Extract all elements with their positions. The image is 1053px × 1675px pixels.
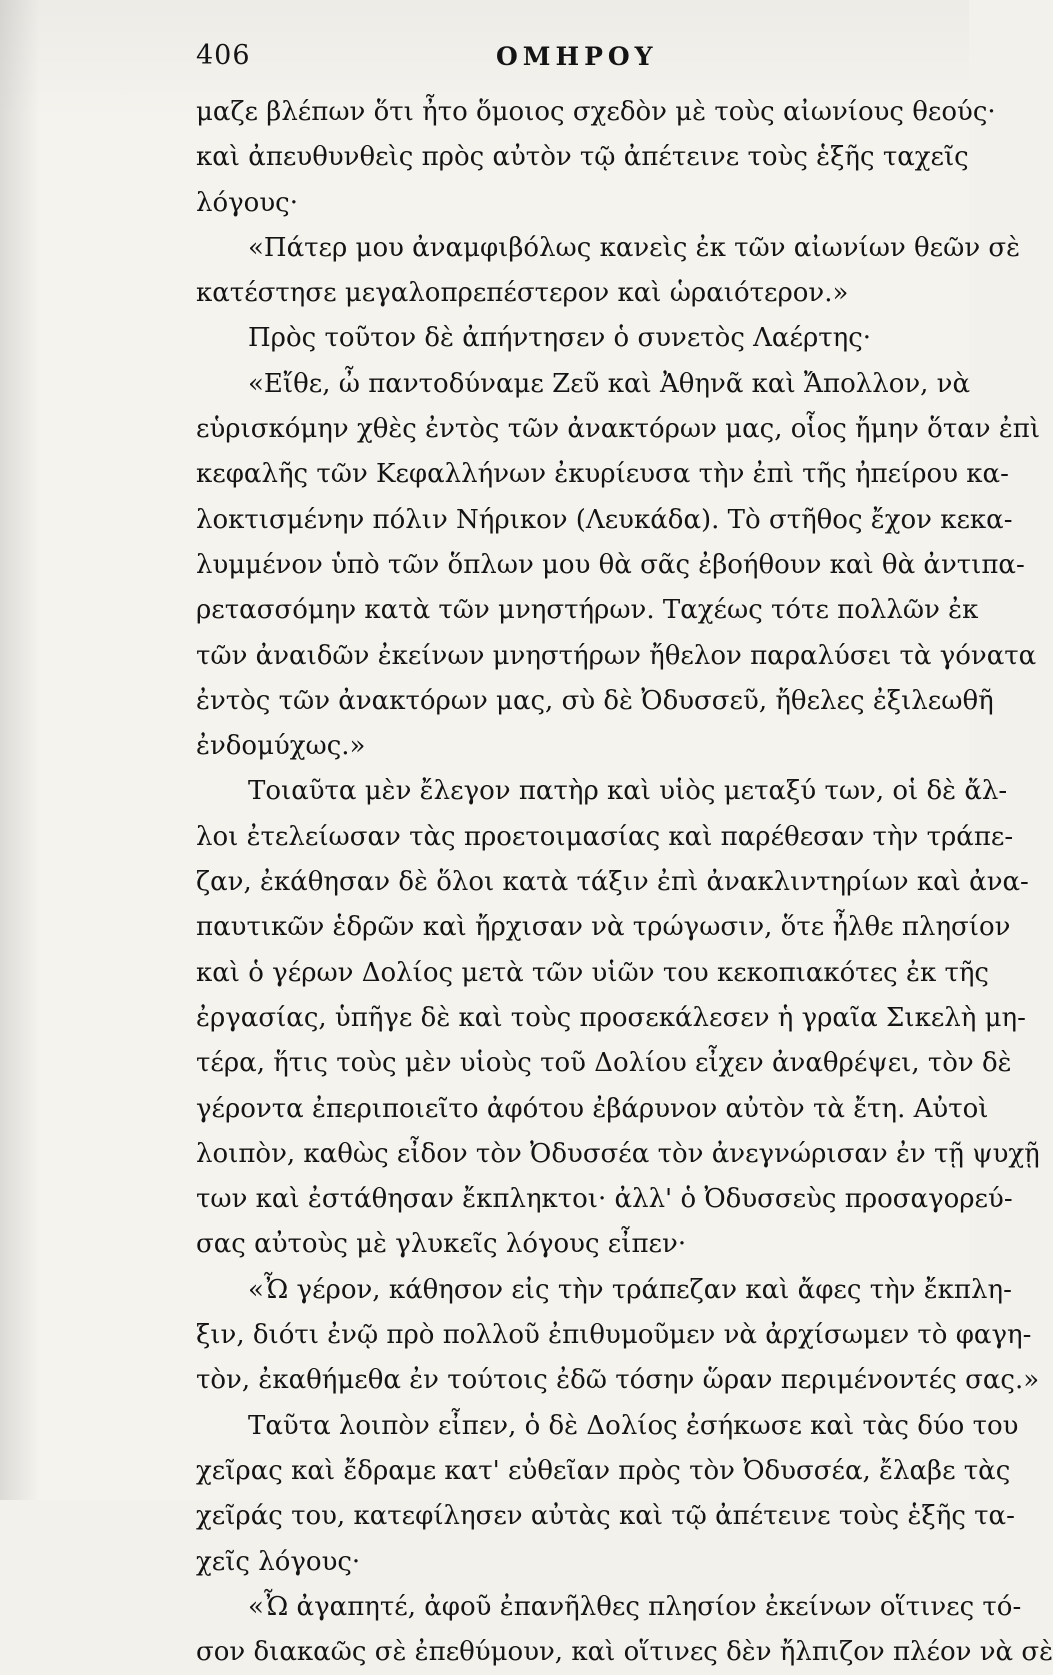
running-head: ΟΜΗΡΟΥ xyxy=(496,42,658,71)
text-line: ρετασσόμην κατὰ τῶν μνηστήρων. Ταχέως τότε πολλῶν ἐκ xyxy=(196,595,979,626)
text-line: ζαν, ἐκάθησαν δὲ ὅλοι κατὰ τάξιν ἐπὶ ἀνακλιντηρίων καὶ ἀνα- xyxy=(196,867,1029,898)
text-line: τέρα, ἥτις τοὺς μὲν υἱοὺς τοῦ Δολίου εἶχεν ἀναθρέψει, τὸν δὲ xyxy=(196,1048,1012,1079)
page-number: 406 xyxy=(196,40,251,71)
text-line: μαζε βλέπων ὅτι ἦτο ὅμοιος σχεδὸν μὲ τοὺς αἰωνίους θεούς· xyxy=(196,97,996,127)
text-line: κατέστησε μεγαλοπρεπέστερον καὶ ὡραιότερον.» xyxy=(196,278,849,309)
text-line: ἐντὸς τῶν ἀνακτόρων μας, σὺ δὲ Ὀδυσσεῦ, ἤθελες ἐξιλεωθῆ xyxy=(196,685,994,716)
text-line: σον διακαῶς σὲ ἐπεθύμουν, καὶ οἵτινες δὲν ἤλπιζον πλέον νὰ σὲ xyxy=(196,1637,1053,1668)
text-line: καὶ ὁ γέρων Δολίος μετὰ τῶν υἱῶν του κεκοπιακότες ἐκ τῆς xyxy=(196,957,989,988)
text-line: ἐργασίας, ὑπῆγε δὲ καὶ τοὺς προσεκάλεσεν ἡ γραῖα Σικελὴ μη- xyxy=(196,1002,1026,1033)
text-line: εὑρισκόμην χθὲς ἐντὸς τῶν ἀνακτόρων μας, οἷος ἤμην ὅταν ἐπὶ xyxy=(196,414,1041,445)
text-line: χεῖρας καὶ ἔδραμε κατ' εὐθεῖαν πρὸς τὸν Ὀδυσσέα, ἔλαβε τὰς xyxy=(196,1455,1011,1486)
text-line: γέροντα ἐπεριποιεῖτο ἀφότου ἐβάρυνον αὐτὸν τὰ ἔτη. Αὐτοὶ xyxy=(196,1093,989,1124)
text-line: λυμμένον ὑπὸ τῶν ὅπλων μου θὰ σᾶς ἐβοήθουν καὶ θὰ ἀντιπα- xyxy=(196,549,1025,580)
text-line: λοκτισμένην πόλιν Νήρικον (Λευκάδα). Τὸ στῆθος ἔχον κεκα- xyxy=(196,504,1013,535)
text-line: τὸν, ἐκαθήμεθα ἐν τούτοις ἐδῶ τόσην ὥραν περιμένοντές σας.» xyxy=(196,1365,1040,1396)
body-text xyxy=(196,90,1053,1675)
text-line: «Πάτερ μου ἀναμφιβόλως κανεὶς ἐκ τῶν αἰωνίων θεῶν σὲ xyxy=(248,232,1021,263)
text-line: των καὶ ἐστάθησαν ἔκπληκτοι· ἀλλ' ὁ Ὀδυσσεὺς προσαγορεύ- xyxy=(196,1184,1013,1215)
text-line: λόγους· xyxy=(196,187,298,218)
text-line: «Εἴθε, ὦ παντοδύναμε Ζεῦ καὶ Ἀθηνᾶ καὶ Ἄπολλον, νὰ xyxy=(248,368,971,399)
text-line: λοιπὸν, καθὼς εἶδον τὸν Ὀδυσσέα τὸν ἀνεγνώρισαν ἐν τῇ ψυχῇ xyxy=(196,1138,1040,1169)
text-line: κεφαλῆς τῶν Κεφαλλήνων ἐκυρίευσα τὴν ἐπὶ τῆς ἠπείρου κα- xyxy=(196,459,1009,490)
text-line: Ταῦτα λοιπὸν εἶπεν, ὁ δὲ Δολίος ἐσήκωσε καὶ τὰς δύο του xyxy=(248,1410,1019,1441)
text-line: χεῖράς του, κατεφίλησεν αὐτὰς καὶ τῷ ἀπέτεινε τοὺς ἑξῆς τα- xyxy=(196,1501,1015,1532)
text-line: «Ὦ ἀγαπητέ, ἀφοῦ ἐπανῆλθες πλησίον ἐκείνων οἵτινες τό- xyxy=(248,1591,1022,1622)
text-line: «Ὦ γέρον, κάθησον εἰς τὴν τράπεζαν καὶ ἄφες τὴν ἔκπλη- xyxy=(248,1274,1012,1305)
text-line: ἐνδομύχως.» xyxy=(196,731,366,762)
text-line: τῶν ἀναιδῶν ἐκείνων μνηστήρων ἤθελον παραλύσει τὰ γόνατα xyxy=(196,640,1037,671)
text-line: ξιν, διότι ἐνῷ πρὸ πολλοῦ ἐπιθυμοῦμεν νὰ ἀρχίσωμεν τὸ φαγη- xyxy=(196,1320,1032,1351)
page-header xyxy=(196,36,936,84)
text-line: Τοιαῦτα μὲν ἔλεγον πατὴρ καὶ υἱὸς μεταξύ των, οἱ δὲ ἄλ- xyxy=(248,776,1008,807)
text-line: καὶ ἀπευθυνθεὶς πρὸς αὐτὸν τῷ ἀπέτεινε τοὺς ἑξῆς ταχεῖς xyxy=(196,142,969,173)
text-line: παυτικῶν ἑδρῶν καὶ ἤρχισαν νὰ τρώγωσιν, ὅτε ἦλθε πλησίον xyxy=(196,912,1011,943)
text-line: σας αὐτοὺς μὲ γλυκεῖς λόγους εἶπεν· xyxy=(196,1229,687,1260)
text-line: λοι ἐτελείωσαν τὰς προετοιμασίας καὶ παρέθεσαν τὴν τράπε- xyxy=(196,821,1014,852)
text-line: χεῖς λόγους· xyxy=(196,1546,361,1577)
text-line: Πρὸς τοῦτον δὲ ἀπήντησεν ὁ συνετὸς Λαέρτης· xyxy=(248,323,872,354)
